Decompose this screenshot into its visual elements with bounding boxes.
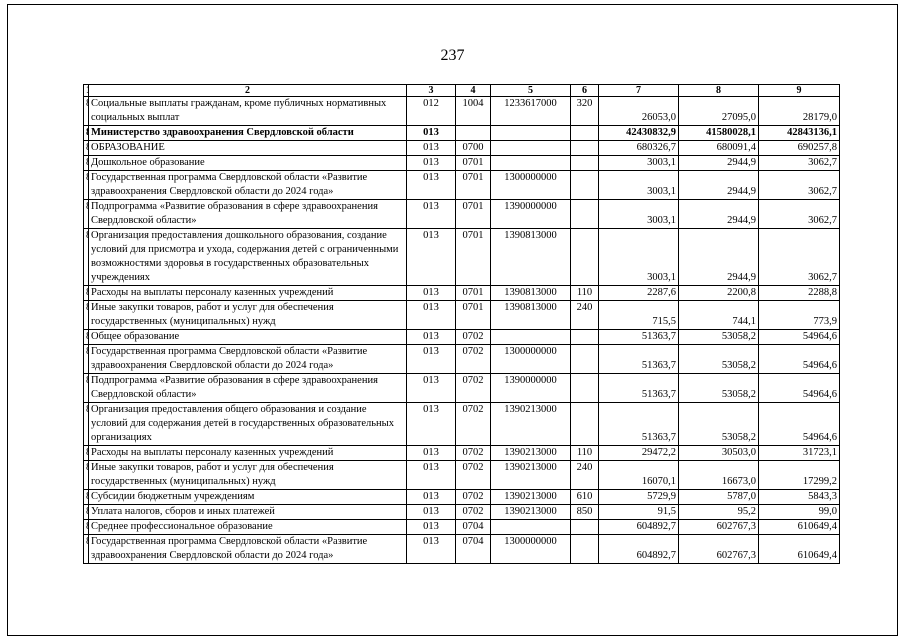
- table-row: [84, 156, 840, 171]
- value-col9: 54964,6: [759, 403, 840, 446]
- value-col7: 604892,7: [599, 520, 679, 535]
- value-col8: 2944,9: [679, 200, 759, 229]
- row-name: Государственная программа Свердловской области «Развитие здравоохранения Свердловской области до 2024 года»: [89, 171, 407, 200]
- value-col7: 91,5: [599, 505, 679, 520]
- row-name: Организация предоставления дошкольного образования, создание условий для присмотра и ухода, содержания детей с ограниченными возможностями здоровья в государственных образовательных учреждениях: [89, 229, 407, 286]
- row-number: [84, 156, 89, 171]
- expense-type: [571, 171, 599, 200]
- column-header: 2: [89, 85, 407, 97]
- column-header: 3: [407, 85, 456, 97]
- table-row: [84, 330, 840, 345]
- target-code: 1390213000: [491, 505, 571, 520]
- value-col7: 42430832,9: [599, 126, 679, 141]
- value-col9: 31723,1: [759, 446, 840, 461]
- expense-type: [571, 330, 599, 345]
- row-number: [84, 330, 89, 345]
- target-code: 1233617000: [491, 97, 571, 126]
- table-row: [84, 200, 840, 229]
- target-code: 1390813000: [491, 301, 571, 330]
- expense-type: 110: [571, 446, 599, 461]
- value-col9: 3062,7: [759, 171, 840, 200]
- table-row: [84, 141, 840, 156]
- admin-code: 013: [407, 505, 456, 520]
- value-col8: 16673,0: [679, 461, 759, 490]
- row-number: [84, 286, 89, 301]
- table-row: [84, 97, 840, 126]
- value-col7: 3003,1: [599, 229, 679, 286]
- expense-type: [571, 535, 599, 564]
- value-col7: 26053,0: [599, 97, 679, 126]
- admin-code: 013: [407, 156, 456, 171]
- section-code: 0701: [456, 286, 491, 301]
- table-row: [84, 286, 840, 301]
- target-code: 1300000000: [491, 345, 571, 374]
- expense-type: [571, 141, 599, 156]
- target-code: 1390813000: [491, 229, 571, 286]
- value-col9: 3062,7: [759, 156, 840, 171]
- admin-code: 013: [407, 286, 456, 301]
- value-col9: 610649,4: [759, 520, 840, 535]
- column-header: 8: [679, 85, 759, 97]
- row-number: [84, 505, 89, 520]
- value-col8: 602767,3: [679, 520, 759, 535]
- section-code: 0701: [456, 229, 491, 286]
- column-header: 7: [599, 85, 679, 97]
- row-name: ОБРАЗОВАНИЕ: [89, 141, 407, 156]
- value-col9: 773,9: [759, 301, 840, 330]
- row-name: Организация предоставления общего образования и создание условий для содержания детей в государственных образовательных организациях: [89, 403, 407, 446]
- value-col9: 3062,7: [759, 200, 840, 229]
- value-col9: 54964,6: [759, 330, 840, 345]
- expense-type: [571, 520, 599, 535]
- value-col9: 5843,3: [759, 490, 840, 505]
- section-code: 0702: [456, 446, 491, 461]
- admin-code: 013: [407, 403, 456, 446]
- row-name: Иные закупки товаров, работ и услуг для обеспечения государственных (муниципальных) нужд: [89, 301, 407, 330]
- section-code: 0702: [456, 403, 491, 446]
- section-code: 0702: [456, 461, 491, 490]
- value-col9: 17299,2: [759, 461, 840, 490]
- target-code: [491, 156, 571, 171]
- target-code: 1390213000: [491, 446, 571, 461]
- expense-type: 850: [571, 505, 599, 520]
- row-name: Министерство здравоохранения Свердловской области: [89, 126, 407, 141]
- value-col9: 54964,6: [759, 374, 840, 403]
- row-number: [84, 141, 89, 156]
- value-col8: 2944,9: [679, 229, 759, 286]
- admin-code: 013: [407, 461, 456, 490]
- target-code: 1390000000: [491, 374, 571, 403]
- target-code: 1300000000: [491, 171, 571, 200]
- section-code: 0704: [456, 520, 491, 535]
- admin-code: 013: [407, 171, 456, 200]
- target-code: [491, 126, 571, 141]
- expense-type: [571, 200, 599, 229]
- row-number: [84, 126, 89, 141]
- target-code: [491, 141, 571, 156]
- row-name: Подпрограмма «Развитие образования в сфере здравоохранения Свердловской области»: [89, 374, 407, 403]
- value-col7: 51363,7: [599, 374, 679, 403]
- admin-code: 013: [407, 301, 456, 330]
- table-row: [84, 171, 840, 200]
- admin-code: 013: [407, 126, 456, 141]
- value-col9: 610649,4: [759, 535, 840, 564]
- value-col7: 715,5: [599, 301, 679, 330]
- admin-code: 013: [407, 490, 456, 505]
- value-col7: 2287,6: [599, 286, 679, 301]
- column-header: 9: [759, 85, 840, 97]
- admin-code: 013: [407, 520, 456, 535]
- value-col7: 3003,1: [599, 156, 679, 171]
- expense-type: [571, 156, 599, 171]
- value-col9: 3062,7: [759, 229, 840, 286]
- column-header: 4: [456, 85, 491, 97]
- section-code: 0702: [456, 345, 491, 374]
- table-row: [84, 520, 840, 535]
- value-col8: 5787,0: [679, 490, 759, 505]
- admin-code: 013: [407, 229, 456, 286]
- row-name: Расходы на выплаты персоналу казенных учреждений: [89, 286, 407, 301]
- section-code: 1004: [456, 97, 491, 126]
- section-code: 0701: [456, 301, 491, 330]
- value-col8: 2944,9: [679, 156, 759, 171]
- section-code: 0702: [456, 505, 491, 520]
- value-col7: 604892,7: [599, 535, 679, 564]
- admin-code: 013: [407, 141, 456, 156]
- value-col8: 53058,2: [679, 374, 759, 403]
- value-col9: 28179,0: [759, 97, 840, 126]
- column-header: [84, 85, 89, 97]
- table-row: [84, 490, 840, 505]
- value-col7: 16070,1: [599, 461, 679, 490]
- target-code: 1390000000: [491, 200, 571, 229]
- value-col8: 744,1: [679, 301, 759, 330]
- page-number: 237: [440, 47, 465, 64]
- value-col7: 51363,7: [599, 403, 679, 446]
- header-row: [84, 85, 840, 97]
- row-name: Иные закупки товаров, работ и услуг для обеспечения государственных (муниципальных) нужд: [89, 461, 407, 490]
- admin-code: 012: [407, 97, 456, 126]
- table-row: [84, 374, 840, 403]
- expense-type: 110: [571, 286, 599, 301]
- row-number: [84, 446, 89, 461]
- table-row: [84, 535, 840, 564]
- admin-code: 013: [407, 374, 456, 403]
- expense-type: [571, 374, 599, 403]
- table-row: [84, 446, 840, 461]
- section-code: 0701: [456, 156, 491, 171]
- value-col9: 99,0: [759, 505, 840, 520]
- row-name: Расходы на выплаты персоналу казенных учреждений: [89, 446, 407, 461]
- section-code: [456, 126, 491, 141]
- value-col7: 5729,9: [599, 490, 679, 505]
- target-code: [491, 330, 571, 345]
- section-code: 0701: [456, 200, 491, 229]
- row-name: Подпрограмма «Развитие образования в сфере здравоохранения Свердловской области»: [89, 200, 407, 229]
- value-col8: 602767,3: [679, 535, 759, 564]
- target-code: 1390213000: [491, 490, 571, 505]
- value-col8: 680091,4: [679, 141, 759, 156]
- value-col7: 51363,7: [599, 330, 679, 345]
- target-code: 1390213000: [491, 461, 571, 490]
- value-col7: 3003,1: [599, 200, 679, 229]
- section-code: 0701: [456, 171, 491, 200]
- value-col8: 53058,2: [679, 403, 759, 446]
- value-col8: 53058,2: [679, 345, 759, 374]
- row-name: Социальные выплаты гражданам, кроме публичных нормативных социальных выплат: [89, 97, 407, 126]
- table-row: [84, 461, 840, 490]
- value-col9: 2288,8: [759, 286, 840, 301]
- value-col7: 51363,7: [599, 345, 679, 374]
- row-name: Государственная программа Свердловской области «Развитие здравоохранения Свердловской области до 2024 года»: [89, 535, 407, 564]
- row-name: Субсидии бюджетным учреждениям: [89, 490, 407, 505]
- target-code: 1300000000: [491, 535, 571, 564]
- expense-type: [571, 403, 599, 446]
- admin-code: 013: [407, 535, 456, 564]
- row-name: Дошкольное образование: [89, 156, 407, 171]
- value-col7: 3003,1: [599, 171, 679, 200]
- admin-code: 013: [407, 345, 456, 374]
- row-name: Общее образование: [89, 330, 407, 345]
- value-col8: 53058,2: [679, 330, 759, 345]
- section-code: 0700: [456, 141, 491, 156]
- expense-type: [571, 345, 599, 374]
- value-col8: 27095,0: [679, 97, 759, 126]
- expense-type: [571, 126, 599, 141]
- row-number: [84, 490, 89, 505]
- budget-table: [83, 84, 840, 564]
- value-col9: 54964,6: [759, 345, 840, 374]
- expense-type: 320: [571, 97, 599, 126]
- table-row: [84, 301, 840, 330]
- value-col8: 2944,9: [679, 171, 759, 200]
- row-name: Среднее профессиональное образование: [89, 520, 407, 535]
- value-col8: 95,2: [679, 505, 759, 520]
- row-name: Государственная программа Свердловской области «Развитие здравоохранения Свердловской области до 2024 года»: [89, 345, 407, 374]
- expense-type: [571, 229, 599, 286]
- admin-code: 013: [407, 446, 456, 461]
- target-code: 1390813000: [491, 286, 571, 301]
- admin-code: 013: [407, 200, 456, 229]
- section-code: 0702: [456, 374, 491, 403]
- section-code: 0702: [456, 330, 491, 345]
- table-row: [84, 403, 840, 446]
- target-code: [491, 520, 571, 535]
- expense-type: 240: [571, 461, 599, 490]
- target-code: 1390213000: [491, 403, 571, 446]
- value-col9: 42843136,1: [759, 126, 840, 141]
- table-row: [84, 345, 840, 374]
- value-col8: 2200,8: [679, 286, 759, 301]
- section-code: 0702: [456, 490, 491, 505]
- value-col7: 29472,2: [599, 446, 679, 461]
- column-header: 5: [491, 85, 571, 97]
- value-col7: 680326,7: [599, 141, 679, 156]
- value-col8: 41580028,1: [679, 126, 759, 141]
- expense-type: 610: [571, 490, 599, 505]
- row-number: [84, 520, 89, 535]
- column-header: 6: [571, 85, 599, 97]
- section-code: 0704: [456, 535, 491, 564]
- table-row: [84, 505, 840, 520]
- table-row: [84, 229, 840, 286]
- expense-type: 240: [571, 301, 599, 330]
- admin-code: 013: [407, 330, 456, 345]
- row-name: Уплата налогов, сборов и иных платежей: [89, 505, 407, 520]
- value-col9: 690257,8: [759, 141, 840, 156]
- table-row: [84, 126, 840, 141]
- value-col8: 30503,0: [679, 446, 759, 461]
